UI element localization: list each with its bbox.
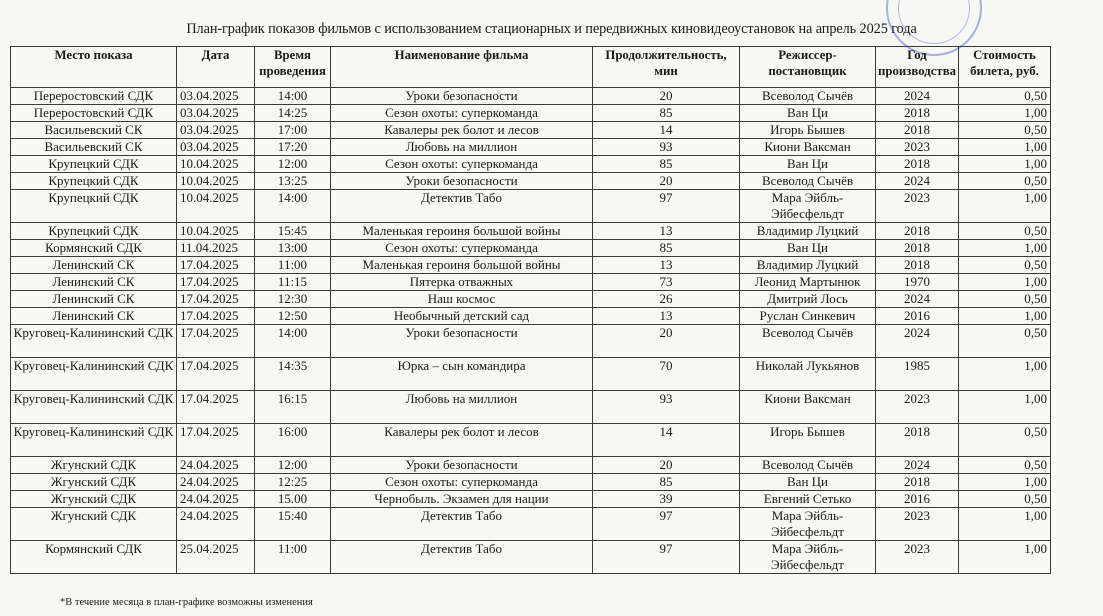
cell-director: Игорь Бышев: [740, 424, 876, 457]
cell-year: 2024: [876, 88, 959, 105]
cell-time: 14:00: [255, 88, 331, 105]
cell-time: 14:00: [255, 190, 331, 223]
cell-venue: Круговец-Калининский СДК: [11, 424, 177, 457]
cell-film: Наш космос: [331, 291, 593, 308]
cell-time: 12:30: [255, 291, 331, 308]
cell-date: 17.04.2025: [177, 291, 255, 308]
cell-date: 24.04.2025: [177, 491, 255, 508]
table-row: [11, 508, 1051, 541]
cell-year: 2023: [876, 391, 959, 424]
cell-duration: 85: [593, 105, 740, 122]
cell-year: 2018: [876, 424, 959, 457]
cell-director: Николай Лукьянов: [740, 358, 876, 391]
cell-time: 11:00: [255, 541, 331, 574]
table-row: [11, 457, 1051, 474]
col-header-venue: Место показа: [11, 47, 177, 88]
col-header-film: Наименование фильма: [331, 47, 593, 88]
cell-time: 14:25: [255, 105, 331, 122]
cell-time: 14:35: [255, 358, 331, 391]
cell-duration: 93: [593, 139, 740, 156]
cell-year: 2016: [876, 308, 959, 325]
cell-price: 1,00: [959, 474, 1051, 491]
cell-date: 03.04.2025: [177, 122, 255, 139]
table-row: [11, 474, 1051, 491]
cell-duration: 73: [593, 274, 740, 291]
cell-year: 2024: [876, 325, 959, 358]
cell-time: 12:50: [255, 308, 331, 325]
cell-director: Ван Ци: [740, 105, 876, 122]
cell-director: Мара Эйбль-Эйбесфельдт: [740, 541, 876, 574]
cell-director: Всеволод Сычёв: [740, 88, 876, 105]
cell-date: 24.04.2025: [177, 474, 255, 491]
cell-venue: Крупецкий СДК: [11, 190, 177, 223]
header-row: [11, 47, 1051, 88]
cell-date: 03.04.2025: [177, 105, 255, 122]
cell-venue: Жгунский СДК: [11, 491, 177, 508]
col-header-duration: Продолжительность, мин: [593, 47, 740, 88]
cell-time: 15:45: [255, 223, 331, 240]
cell-duration: 93: [593, 391, 740, 424]
cell-film: Юрка – сын командира: [331, 358, 593, 391]
cell-film: Уроки безопасности: [331, 88, 593, 105]
schedule-table-body: [11, 88, 1051, 574]
cell-director: Игорь Бышев: [740, 122, 876, 139]
cell-duration: 13: [593, 223, 740, 240]
cell-price: 0,50: [959, 88, 1051, 105]
cell-price: 1,00: [959, 508, 1051, 541]
cell-year: 2024: [876, 173, 959, 190]
table-row: [11, 122, 1051, 139]
cell-film: Пятерка отважных: [331, 274, 593, 291]
col-header-year: Год производства: [876, 47, 959, 88]
cell-year: 2023: [876, 139, 959, 156]
cell-film: Маленькая героиня большой войны: [331, 223, 593, 240]
cell-film: Уроки безопасности: [331, 325, 593, 358]
table-row: [11, 257, 1051, 274]
cell-venue: Крупецкий СДК: [11, 223, 177, 240]
cell-year: 2018: [876, 122, 959, 139]
cell-venue: Васильевский СК: [11, 122, 177, 139]
footnote: *В течение месяца в план-графике возможны изменения: [60, 597, 313, 608]
cell-venue: Ленинский СК: [11, 274, 177, 291]
cell-date: 10.04.2025: [177, 173, 255, 190]
cell-year: 2018: [876, 156, 959, 173]
cell-year: 2023: [876, 541, 959, 574]
cell-director: Мара Эйбль-Эйбесфельдт: [740, 190, 876, 223]
cell-price: 1,00: [959, 541, 1051, 574]
table-row: [11, 541, 1051, 574]
table-row: [11, 325, 1051, 358]
cell-venue: Васильевский СК: [11, 139, 177, 156]
cell-price: 1,00: [959, 308, 1051, 325]
cell-price: 1,00: [959, 156, 1051, 173]
table-row: [11, 308, 1051, 325]
cell-venue: Кормянский СДК: [11, 541, 177, 574]
cell-year: 2016: [876, 491, 959, 508]
cell-year: 1970: [876, 274, 959, 291]
cell-date: 10.04.2025: [177, 223, 255, 240]
cell-film: Детектив Табо: [331, 508, 593, 541]
cell-duration: 14: [593, 122, 740, 139]
cell-price: 1,00: [959, 391, 1051, 424]
cell-year: 1985: [876, 358, 959, 391]
cell-duration: 14: [593, 424, 740, 457]
table-row: [11, 358, 1051, 391]
cell-price: 1,00: [959, 240, 1051, 257]
cell-price: 0,50: [959, 424, 1051, 457]
col-header-price: Стоимость билета, руб.: [959, 47, 1051, 88]
table-row: [11, 240, 1051, 257]
cell-venue: Переростовский СДК: [11, 105, 177, 122]
cell-time: 15.00: [255, 491, 331, 508]
cell-date: 17.04.2025: [177, 308, 255, 325]
cell-time: 12:00: [255, 457, 331, 474]
cell-date: 17.04.2025: [177, 325, 255, 358]
cell-venue: Ленинский СК: [11, 291, 177, 308]
cell-duration: 97: [593, 541, 740, 574]
cell-director: Всеволод Сычёв: [740, 173, 876, 190]
cell-year: 2023: [876, 190, 959, 223]
cell-duration: 13: [593, 308, 740, 325]
cell-time: 15:40: [255, 508, 331, 541]
cell-film: Маленькая героиня большой войны: [331, 257, 593, 274]
table-row: [11, 190, 1051, 223]
cell-price: 0,50: [959, 325, 1051, 358]
col-header-time: Время проведения: [255, 47, 331, 88]
cell-date: 24.04.2025: [177, 508, 255, 541]
cell-price: 1,00: [959, 358, 1051, 391]
cell-date: 03.04.2025: [177, 139, 255, 156]
cell-venue: Жгунский СДК: [11, 474, 177, 491]
cell-price: 0,50: [959, 291, 1051, 308]
cell-film: Любовь на миллион: [331, 139, 593, 156]
cell-date: 24.04.2025: [177, 457, 255, 474]
document-title: План-график показов фильмов с использованием стационарных и передвижных киновидеоустановок на апрель 2025 года: [186, 21, 917, 37]
table-row: [11, 291, 1051, 308]
cell-venue: Переростовский СДК: [11, 88, 177, 105]
cell-director: Дмитрий Лось: [740, 291, 876, 308]
cell-time: 11:15: [255, 274, 331, 291]
cell-time: 13:00: [255, 240, 331, 257]
cell-price: 1,00: [959, 274, 1051, 291]
cell-director: Ван Ци: [740, 474, 876, 491]
cell-director: Ван Ци: [740, 240, 876, 257]
cell-date: 17.04.2025: [177, 424, 255, 457]
cell-venue: Крупецкий СДК: [11, 173, 177, 190]
cell-film: Кавалеры рек болот и лесов: [331, 122, 593, 139]
cell-time: 16:00: [255, 424, 331, 457]
cell-duration: 20: [593, 173, 740, 190]
cell-price: 0,50: [959, 223, 1051, 240]
cell-film: Необычный детский сад: [331, 308, 593, 325]
cell-date: 03.04.2025: [177, 88, 255, 105]
cell-director: Леонид Мартынюк: [740, 274, 876, 291]
cell-film: Уроки безопасности: [331, 173, 593, 190]
cell-price: 0,50: [959, 173, 1051, 190]
cell-duration: 20: [593, 457, 740, 474]
cell-price: 0,50: [959, 257, 1051, 274]
cell-date: 25.04.2025: [177, 541, 255, 574]
cell-director: Киони Ваксман: [740, 139, 876, 156]
cell-director: Руслан Синкевич: [740, 308, 876, 325]
cell-date: 17.04.2025: [177, 257, 255, 274]
cell-film: Сезон охоты: суперкоманда: [331, 156, 593, 173]
cell-year: 2018: [876, 223, 959, 240]
cell-duration: 13: [593, 257, 740, 274]
cell-director: Всеволод Сычёв: [740, 457, 876, 474]
cell-director: Киони Ваксман: [740, 391, 876, 424]
cell-duration: 20: [593, 325, 740, 358]
table-row: [11, 173, 1051, 190]
cell-time: 13:25: [255, 173, 331, 190]
cell-year: 2018: [876, 105, 959, 122]
table-row: [11, 274, 1051, 291]
col-header-date: Дата: [177, 47, 255, 88]
cell-director: Евгений Сетько: [740, 491, 876, 508]
cell-time: 14:00: [255, 325, 331, 358]
cell-film: Уроки безопасности: [331, 457, 593, 474]
cell-year: 2018: [876, 257, 959, 274]
cell-film: Чернобыль. Экзамен для нации: [331, 491, 593, 508]
cell-venue: Ленинский СК: [11, 308, 177, 325]
cell-price: 1,00: [959, 105, 1051, 122]
cell-time: 16:15: [255, 391, 331, 424]
cell-time: 12:00: [255, 156, 331, 173]
cell-date: 17.04.2025: [177, 358, 255, 391]
table-row: [11, 156, 1051, 173]
cell-duration: 85: [593, 240, 740, 257]
cell-time: 17:20: [255, 139, 331, 156]
cell-venue: Кормянский СДК: [11, 240, 177, 257]
cell-director: Владимир Луцкий: [740, 223, 876, 240]
cell-duration: 85: [593, 156, 740, 173]
cell-price: 0,50: [959, 122, 1051, 139]
cell-venue: Крупецкий СДК: [11, 156, 177, 173]
table-row: [11, 88, 1051, 105]
cell-price: 1,00: [959, 190, 1051, 223]
cell-film: Детектив Табо: [331, 541, 593, 574]
cell-year: 2024: [876, 291, 959, 308]
cell-date: 11.04.2025: [177, 240, 255, 257]
cell-date: 17.04.2025: [177, 391, 255, 424]
table-row: [11, 424, 1051, 457]
cell-duration: 26: [593, 291, 740, 308]
cell-director: Владимир Луцкий: [740, 257, 876, 274]
cell-film: Кавалеры рек болот и лесов: [331, 424, 593, 457]
cell-film: Детектив Табо: [331, 190, 593, 223]
cell-price: 0,50: [959, 491, 1051, 508]
cell-film: Любовь на миллион: [331, 391, 593, 424]
cell-venue: Жгунский СДК: [11, 508, 177, 541]
cell-date: 10.04.2025: [177, 190, 255, 223]
cell-year: 2018: [876, 474, 959, 491]
table-row: [11, 223, 1051, 240]
cell-film: Сезон охоты: суперкоманда: [331, 240, 593, 257]
cell-duration: 70: [593, 358, 740, 391]
cell-venue: Круговец-Калининский СДК: [11, 325, 177, 358]
cell-date: 10.04.2025: [177, 156, 255, 173]
col-header-director: Режиссер-постановщик: [740, 47, 876, 88]
cell-duration: 20: [593, 88, 740, 105]
cell-price: 0,50: [959, 457, 1051, 474]
cell-venue: Круговец-Калининский СДК: [11, 358, 177, 391]
cell-duration: 97: [593, 190, 740, 223]
table-row: [11, 139, 1051, 156]
cell-year: 2024: [876, 457, 959, 474]
cell-time: 12:25: [255, 474, 331, 491]
table-row: [11, 105, 1051, 122]
cell-time: 17:00: [255, 122, 331, 139]
cell-price: 1,00: [959, 139, 1051, 156]
cell-director: Всеволод Сычёв: [740, 325, 876, 358]
cell-date: 17.04.2025: [177, 274, 255, 291]
schedule-table: [10, 46, 1051, 574]
cell-director: Мара Эйбль-Эйбесфельдт: [740, 508, 876, 541]
cell-year: 2023: [876, 508, 959, 541]
cell-venue: Ленинский СК: [11, 257, 177, 274]
cell-duration: 85: [593, 474, 740, 491]
cell-duration: 97: [593, 508, 740, 541]
table-row: [11, 491, 1051, 508]
cell-director: Ван Ци: [740, 156, 876, 173]
cell-duration: 39: [593, 491, 740, 508]
cell-film: Сезон охоты: суперкоманда: [331, 474, 593, 491]
cell-venue: Круговец-Калининский СДК: [11, 391, 177, 424]
cell-venue: Жгунский СДК: [11, 457, 177, 474]
cell-time: 11:00: [255, 257, 331, 274]
cell-year: 2018: [876, 240, 959, 257]
cell-film: Сезон охоты: суперкоманда: [331, 105, 593, 122]
table-row: [11, 391, 1051, 424]
